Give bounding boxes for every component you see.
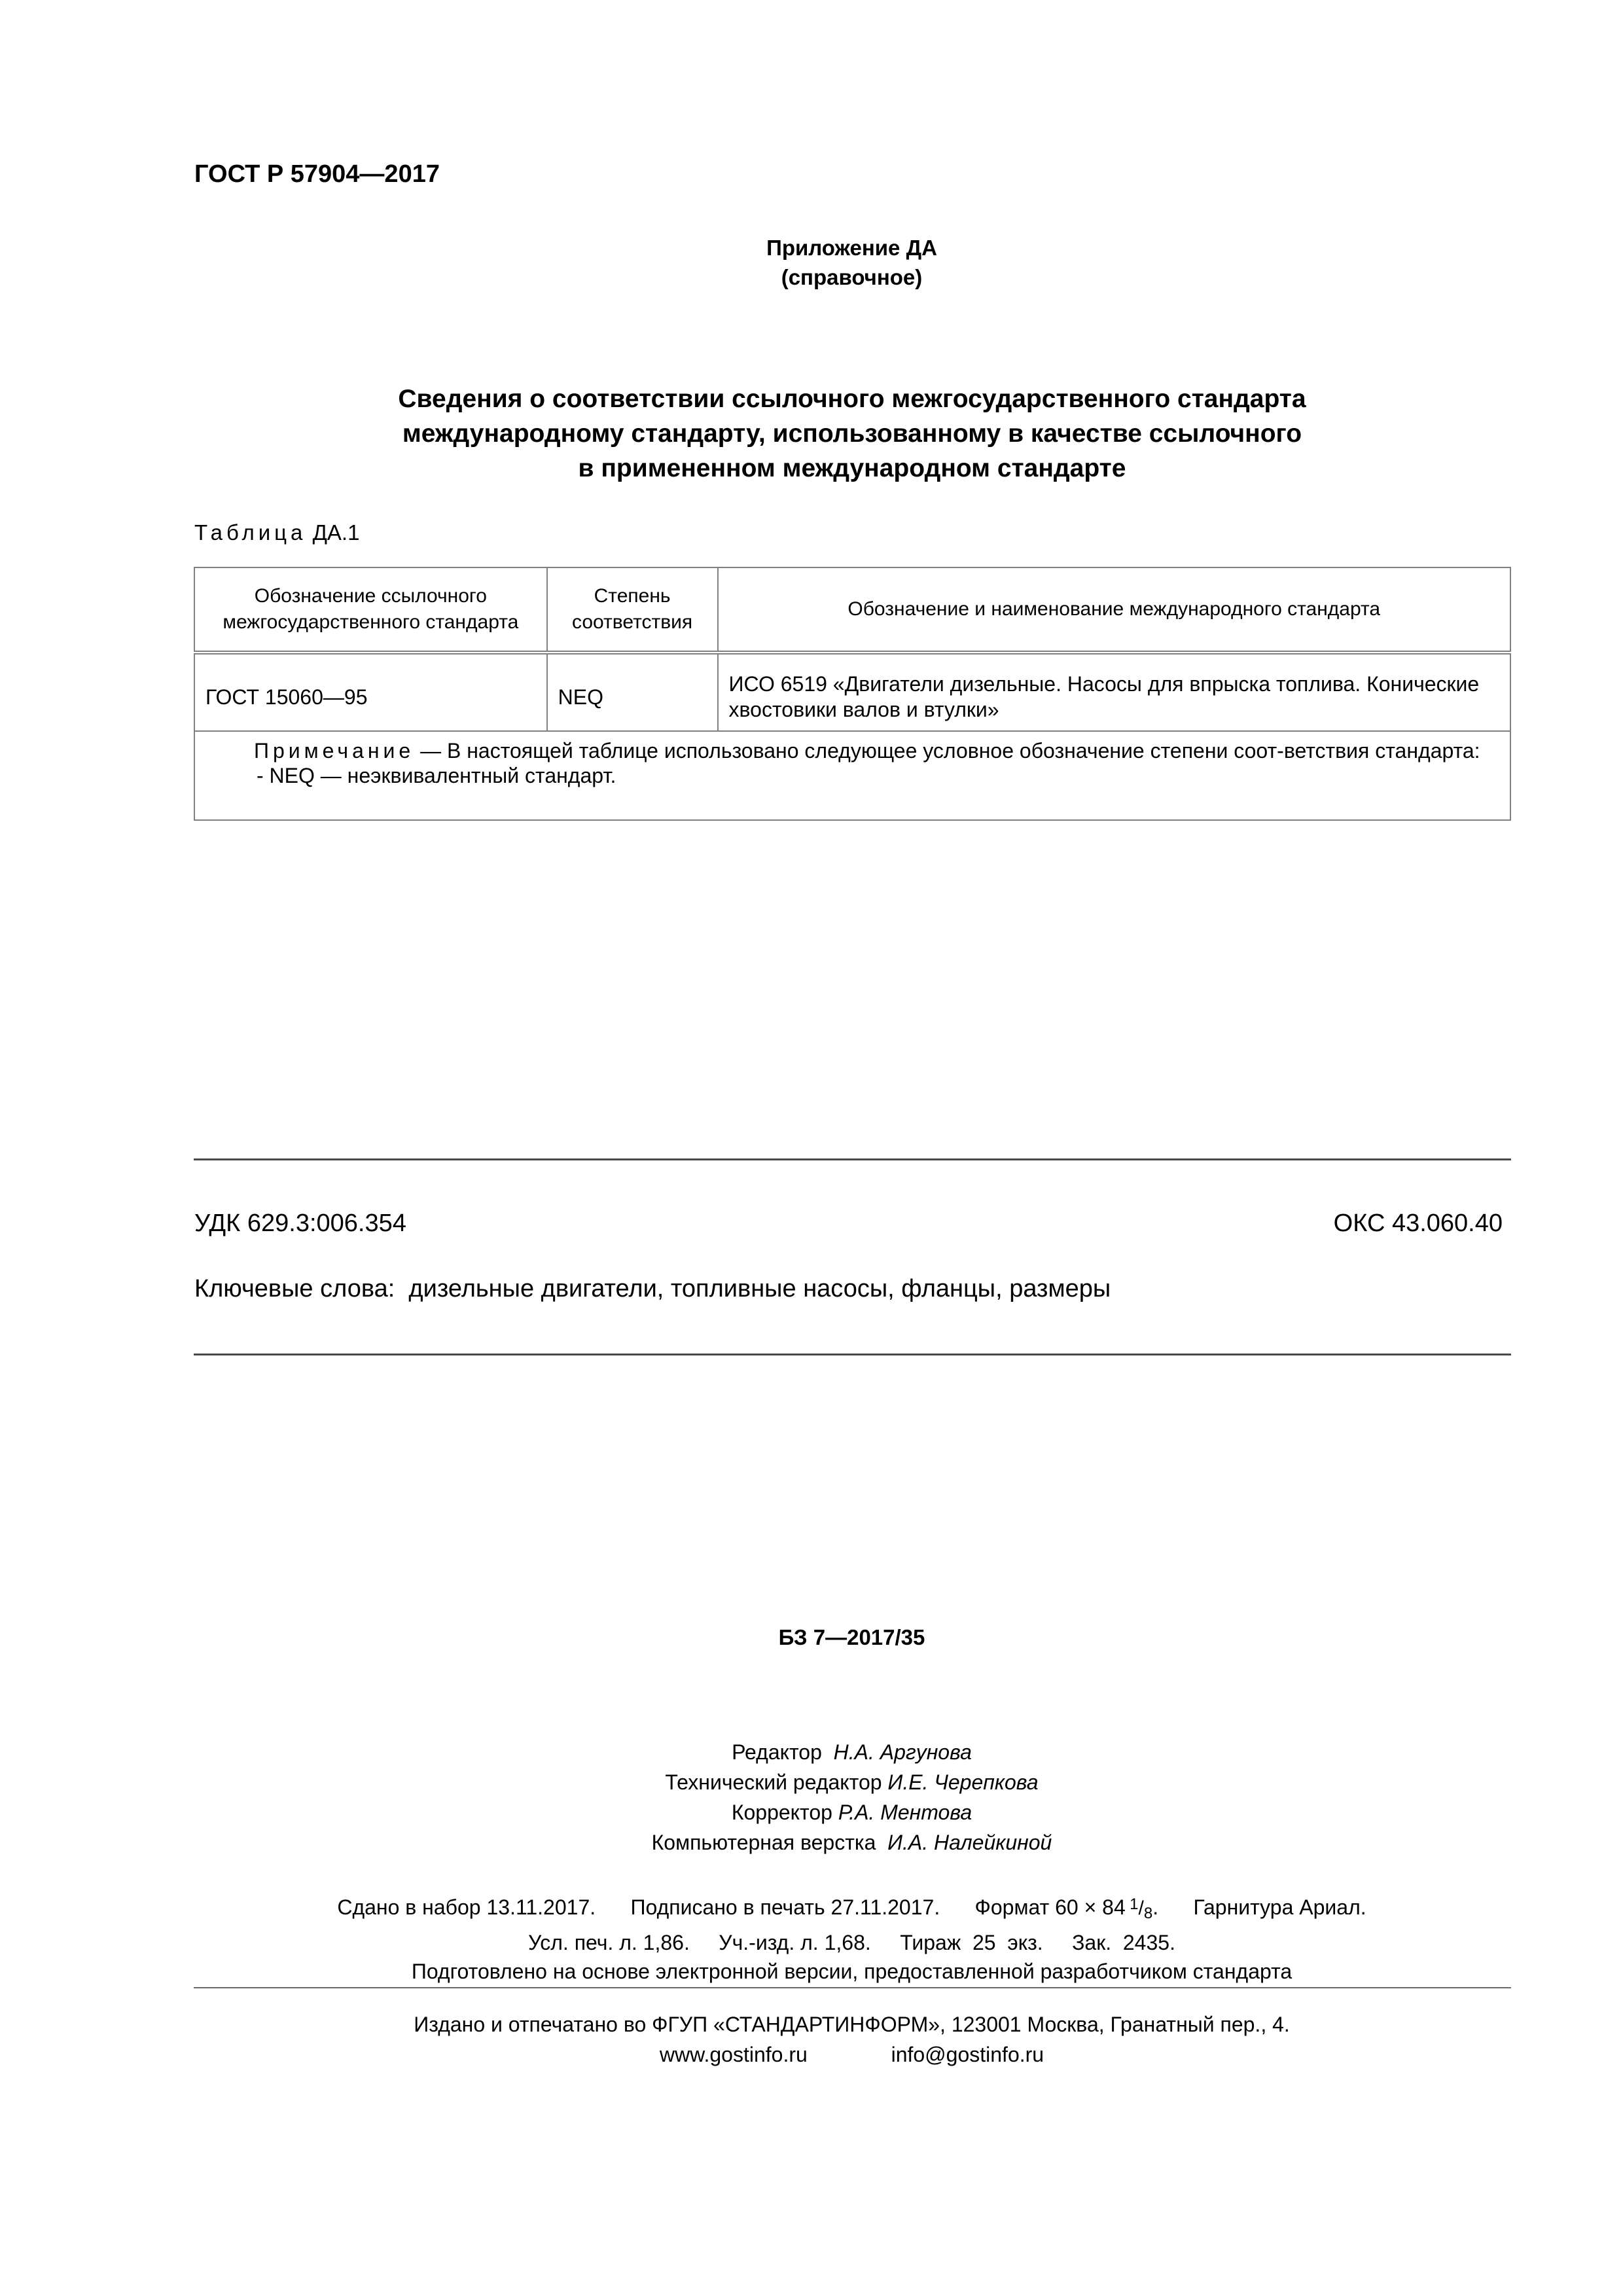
imprint-format: Формат 60 × 84 <box>974 1895 1126 1919</box>
section-title-line-1: Сведения о соответствии ссылочного межгосударственного стандарта <box>398 385 1306 413</box>
appendix-title: Приложение ДА <box>766 236 937 260</box>
table-label-word: Таблица <box>194 520 307 545</box>
credit-corrector <box>0 1797 1623 1827</box>
credit-tech-editor <box>0 1767 1623 1797</box>
imprint-line-3: Подготовлено на основе электронной версии, предоставленной разработчиком стандарта <box>411 1960 1293 1983</box>
publisher-contacts <box>0 2039 1623 2070</box>
cell-ref-standard: ГОСТ 15060—95 <box>194 653 547 731</box>
cell-intl-standard: ИСО 6519 «Двигатели дизельные. Насосы для впрыска топлива. Конические хвостовики валов и втулки» <box>718 653 1510 731</box>
appendix-subtitle: (справочное) <box>781 265 923 289</box>
keywords-value: дизельные двигатели, топливные насосы, фланцы, размеры <box>408 1275 1111 1302</box>
publisher-line: Издано и отпечатано во ФГУП «СТАНДАРТИНФОРМ», 123001 Москва, Гранатный пер., 4. <box>414 2013 1290 2036</box>
credit-editor <box>0 1737 1623 1767</box>
table-note-row <box>194 731 1510 820</box>
section-title <box>194 382 1510 486</box>
table-header-degree: Степень соответствия <box>547 567 718 653</box>
divider-imprint <box>194 1987 1511 1988</box>
keywords <box>194 1275 1111 1303</box>
table-row <box>194 653 1510 731</box>
bz-number: БЗ 7—2017/35 <box>778 1625 925 1649</box>
keywords-label: Ключевые слова: <box>194 1275 395 1302</box>
imprint-signed: Подписано в печать 27.11.2017. <box>630 1895 940 1919</box>
table-label <box>194 520 359 545</box>
credit-role: Компьютерная верстка <box>651 1831 876 1854</box>
divider-bottom <box>194 1354 1511 1355</box>
imprint <box>0 1890 1623 1986</box>
table-header-intl: Обозначение и наименование международного стандарта <box>718 567 1510 653</box>
oks-code: ОКС 43.060.40 <box>1333 1210 1503 1237</box>
credit-role: Технический редактор <box>665 1770 882 1794</box>
document-code: ГОСТ Р 57904—2017 <box>194 160 440 188</box>
imprint-line-2: Усл. печ. л. 1,86. Уч.-изд. л. 1,68. Тираж 25 экз. Зак. 2435. <box>528 1931 1175 1954</box>
note-item: - NEQ — неэквивалентный стандарт. <box>257 764 616 787</box>
reference-table <box>194 567 1511 821</box>
credits <box>0 1737 1623 1857</box>
table-note <box>194 731 1510 820</box>
imprint-format-num: 1 <box>1130 1895 1139 1913</box>
table-header-ref: Обозначение ссылочного межгосударственного стандарта <box>194 567 547 653</box>
imprint-sent: Сдано в набор 13.11.2017. <box>337 1895 596 1919</box>
credit-name: И.Е. Черепкова <box>887 1770 1039 1794</box>
note-text: — В настоящей таблице использовано следующее условное обозначение степени соот-ветствия стандарта: <box>420 739 1480 762</box>
section-title-line-2: международному стандарту, использованному в качестве ссылочного <box>402 420 1302 448</box>
credit-role: Редактор <box>732 1740 822 1764</box>
publisher-email-link[interactable]: info@gostinfo.ru <box>891 2043 1044 2066</box>
credit-name: Н.А. Аргунова <box>833 1740 972 1764</box>
credit-role: Корректор <box>731 1801 832 1824</box>
credit-name: Р.А. Ментова <box>838 1801 972 1824</box>
table-label-number: ДА.1 <box>312 520 360 545</box>
divider-top <box>194 1158 1511 1160</box>
udk-code: УДК 629.3:006.354 <box>194 1210 406 1237</box>
publisher <box>0 2009 1623 2070</box>
credit-layout <box>0 1827 1623 1857</box>
imprint-line-1: Сдано в набор 13.11.2017. Подписано в печать 27.11.2017. Формат 60 × 84 $^1$/8. Гарнитура Ариал. <box>337 1895 1366 1922</box>
credit-name: И.А. Налейкиной <box>887 1831 1052 1854</box>
note-word: Примечание <box>254 739 415 762</box>
cell-degree: NEQ <box>547 653 718 731</box>
table-header-row <box>194 567 1510 653</box>
imprint-format-den: 8 <box>1143 1905 1153 1922</box>
imprint-typeface: Гарнитура Ариал. <box>1193 1895 1366 1919</box>
publisher-site-link[interactable]: www.gostinfo.ru <box>659 2043 808 2066</box>
section-title-line-3: в примененном международном стандарте <box>578 454 1126 482</box>
